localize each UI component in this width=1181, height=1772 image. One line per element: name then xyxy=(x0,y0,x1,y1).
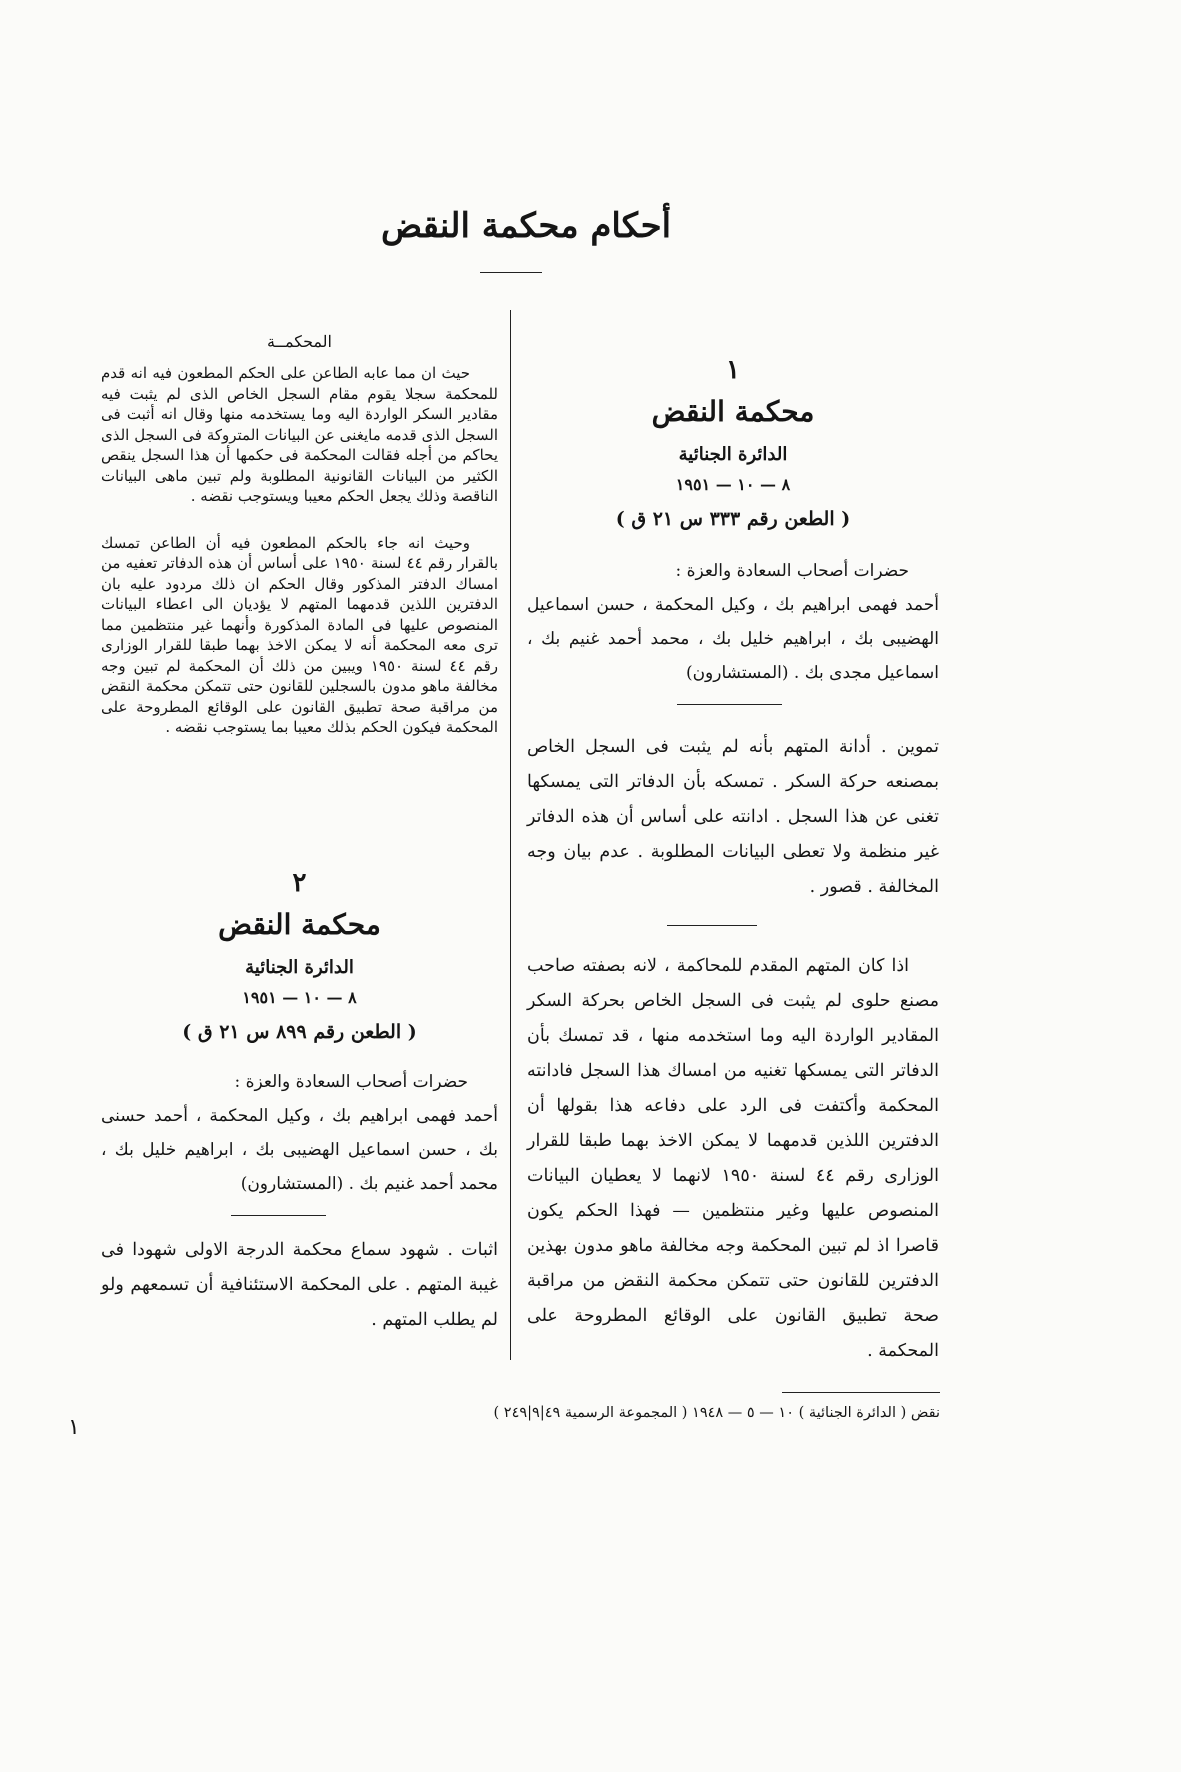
judges-panel xyxy=(527,554,939,690)
footnote: نقض ( الدائرة الجنائية ) ١٠ — ٥ — ١٩٤٨ ( المجموعة الرسمية ٤٩|٩|٢٤٩ ) xyxy=(493,1405,940,1421)
appeal-number: ( الطعن رقم ٣٣٣ س ٢١ ق ) xyxy=(615,508,851,530)
page-number: ١ xyxy=(68,1415,80,1440)
judges-list: أحمد فهمى ابراهيم بك ، وكيل المحكمة ، أحمد حسنى بك ، حسن اسماعيل الهضيبى بك ، ابراهيم خليل بك ، محمد أحمد غنيم بك . (المستشارون) xyxy=(101,1106,498,1194)
court-reasoning xyxy=(101,332,498,738)
circuit-name: الدائرة الجنائية xyxy=(678,444,788,465)
court-name: محكمة النقض xyxy=(651,395,815,428)
ruling-text: اذا كان المتهم المقدم للمحاكمة ، لانه بصفته صاحب مصنع حلوى لم يثبت فى السجل الخاص بحركة السكر المقادير الواردة اليه وما استخدمه منها ، قد تمسك بأن الدفاتر التى يمسكها تغنيه من امساك هذا السجل فادانته المحكمة وأكتفت فى الرد على دفاعه هذا بقولها أن الدفترين اللذين قدمهما لا يمكن الاخذ بهما طبقا للقرار الوزارى رقم ٤٤ لسنة ١٩٥٠ لانهما لا يعطيان البيانات المنصوص عليها وغير منتظمين — فهذا الحكم يكون قاصرا اذ لم تبين المحكمة وجه مخالفة ماهو مدون بهذين الدفترين للقانون حتى تتمكن محكمة النقض من مراقبة صحة تطبيق القانون على الوقائع المطروحة على المحكمة . xyxy=(527,956,939,1361)
case-1 xyxy=(527,355,939,1369)
appeal-number: ( الطعن رقم ٨٩٩ س ٢١ ق ) xyxy=(182,1021,417,1043)
reasoning-paragraph: حيث ان مما عابه الطاعن على الحكم المطعون فيه انه قدم للمحكمة سجلا يقوم مقام السجل الخاص الذى لم يثبت فيه مقادير السكر الواردة اليه وما يستخدمه منها وقال انه أثبت فى السجل الذى قدمه مايغنى عن البيانات المتروكة فى السجل الذى يحاكم من أجله فقالت المحكمة فى حكمها أن هذا السجل ينقص الكثير من البيانات القانونية المطلوبة ولم تبين ماهى البيانات الناقصة وذلك يجعل الحكم معيبا ويستوجب نقضه . xyxy=(101,364,498,505)
footnote-rule xyxy=(782,1392,940,1393)
reasoning-paragraph: وحيث انه جاء بالحكم المطعون فيه أن الطاعن تمسك بالقرار رقم ٤٤ لسنة ١٩٥٠ على أساس أن هذه الدفاتر تعفيه من امساك الدفتر المذكور وقال الحكم ان ذلك مردود عليه بان الدفترين اللذين قدمهما المتهم لا يؤديان الى اعطاء البيانات المنصوص عليها فى المادة المذكورة وأنهما غير منتظمين مما ترى معه المحكمة أنه لا يمكن الاخذ بهما طبقا للقرار الوزارى رقم ٤٤ لسنة ١٩٥٠ ويبين من ذلك أن المحكمة لم تبين وجه مخالفة ماهو مدون بالسجلين للقانون حتى تتمكن محكمة النقض من مراقبة صحة تطبيق القانون على الوقائع المطروحة على المحكمة فيكون الحكم بذلك معيبا بما يستوجب نقضه . xyxy=(101,533,498,736)
case-number: ٢ xyxy=(292,868,307,898)
case-2 xyxy=(101,868,498,1338)
judges-panel xyxy=(101,1065,498,1201)
circuit-name: الدائرة الجنائية xyxy=(245,957,354,978)
judgment-date: ٨ — ١٠ — ١٩٥١ xyxy=(242,988,357,1007)
judges-intro: حضرات أصحاب السعادة والعزة : xyxy=(234,1072,468,1092)
separator xyxy=(527,905,939,945)
case-summary: اثبات . شهود سماع محكمة الدرجة الاولى شهودا فى غيبة المتهم . على المحكمة الاستئنافية أن تسمعهم ولو لم يطلب المتهم . xyxy=(101,1240,498,1330)
separator xyxy=(527,690,939,716)
case-number: ١ xyxy=(726,355,740,385)
section-heading: المحكمــة xyxy=(267,332,332,351)
judges-list: أحمد فهمى ابراهيم بك ، وكيل المحكمة ، حسن اسماعيل الهضيبى بك ، ابراهيم خليل بك ، محمد أحمد غنيم بك ، اسماعيل مجدى بك . (المستشارون) xyxy=(527,595,939,683)
court-name: محكمة النقض xyxy=(218,908,381,941)
title-underline xyxy=(480,272,542,273)
page-title: أحكام محكمة النقض xyxy=(380,206,672,246)
judgment-date: ٨ — ١٠ — ١٩٥١ xyxy=(675,475,791,494)
judges-intro: حضرات أصحاب السعادة والعزة : xyxy=(675,561,909,581)
separator xyxy=(101,1201,498,1229)
column-divider xyxy=(510,310,511,1360)
case-summary: تموين . أدانة المتهم بأنه لم يثبت فى السجل الخاص بمصنعه حركة السكر . تمسكه بأن الدفاتر التى يمسكها تغنى عن هذا السجل . ادانته على أساس أن هذه الدفاتر غير منظمة ولا تعطى البيانات المطلوبة . عدم بيان وجه المخالفة . قصور . xyxy=(527,737,939,897)
